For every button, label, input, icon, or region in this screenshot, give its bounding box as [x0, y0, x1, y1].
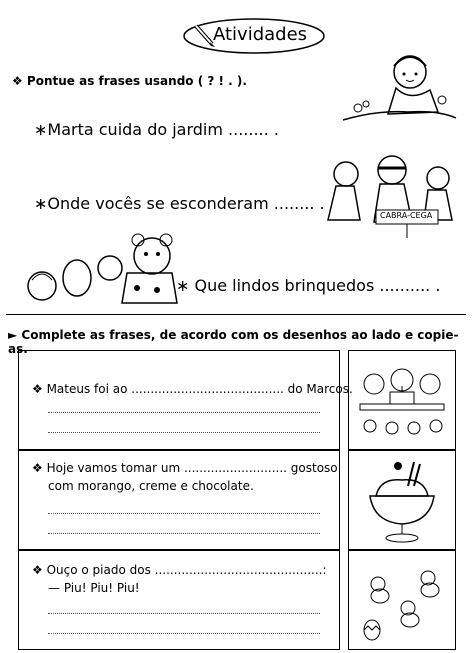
- ice-cream-sundae-illustration: [358, 456, 448, 546]
- writing-line[interactable]: [48, 513, 320, 514]
- writing-line[interactable]: [48, 533, 320, 534]
- cabra-cega-illustration: [320, 150, 465, 240]
- sentence-2: ∗Onde vocês se esconderam ........ .: [34, 194, 325, 213]
- instruction-complete: ► Complete as frases, de acordo com os desenhos ao lado e copie-as.: [8, 328, 459, 356]
- chicks-illustration: [352, 556, 452, 646]
- exercise-box-1: [18, 350, 340, 450]
- exercise-1-text: ❖ Mateus foi ao ........................................ do Marcos.: [32, 382, 353, 396]
- writing-line[interactable]: [48, 412, 320, 413]
- page-title: Atividades: [213, 24, 308, 45]
- sentence-1: ∗Marta cuida do jardim ........ .: [34, 120, 279, 139]
- instruction-punctuate: ❖ Pontue as frases usando ( ? ! . ).: [12, 74, 247, 88]
- exercise-3-text: ❖ Ouço o piado dos ............................................:: [32, 563, 327, 577]
- sentence-3: ∗ Que lindos brinquedos .......... .: [176, 276, 441, 295]
- writing-line[interactable]: [48, 432, 320, 433]
- girl-gardening-illustration: [338, 40, 458, 135]
- toys-illustration: [22, 228, 182, 308]
- exercise-2-text-cont: com morango, creme e chocolate.: [48, 479, 254, 493]
- exercise-2-text: ❖ Hoje vamos tomar um ........................... gostoso: [32, 461, 338, 475]
- writing-line[interactable]: [48, 633, 320, 634]
- section-divider: [6, 314, 466, 315]
- writing-line[interactable]: [48, 613, 320, 614]
- game-sign-label: CABRA-CEGA: [380, 211, 433, 220]
- birthday-party-illustration: [352, 356, 452, 446]
- exercise-3-text-cont: — Piu! Piu! Piu!: [48, 581, 140, 595]
